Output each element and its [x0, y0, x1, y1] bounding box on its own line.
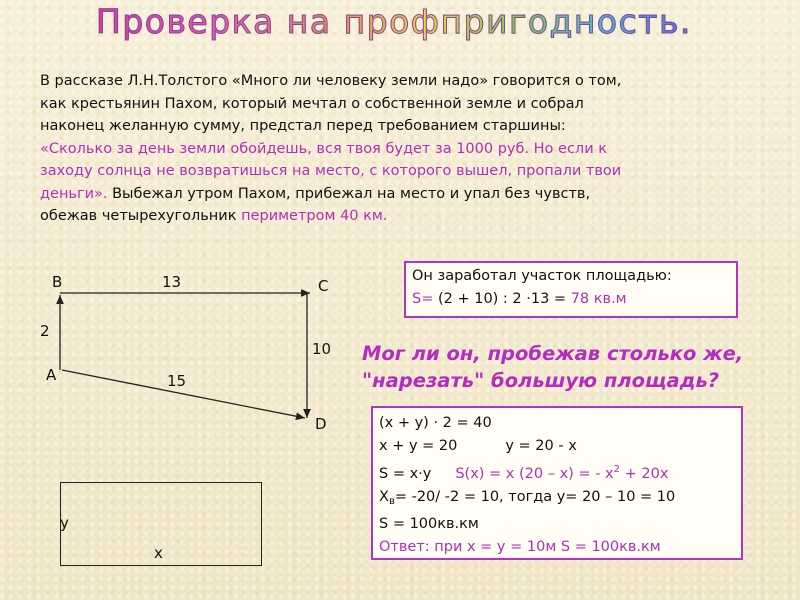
intro-quote-3: деньги».: [40, 185, 108, 202]
solution-line3b: S(x) = x (20 – x) =: [455, 466, 596, 482]
solution-line4c: = -20/ -2 = 10, тогда y= 20 – 10 = 10: [394, 489, 676, 505]
solution-line4-sub: в: [388, 496, 395, 507]
rect-label-y: y: [60, 514, 69, 532]
slide-title: Проверка на профпригодность.: [96, 2, 696, 41]
area-box-formula: [412, 288, 730, 311]
intro-quote-2: заходу солнца не возвратишься на место, с которого вышел, пропали твои: [40, 163, 622, 179]
area-formula-result: 78 кв.м: [570, 291, 627, 307]
solution-line3-exp: 2: [613, 464, 620, 475]
intro-line-2: как крестьянин Пахом, который мечтал о собственной земле и собрал: [40, 95, 584, 112]
intro-line-1: В рассказе Л.Н.Толстого «Много ли человеку земли надо» говорится о том,: [40, 73, 622, 89]
label-b: B: [52, 273, 63, 291]
label-side-ab: 2: [40, 322, 50, 340]
intro-line-7a: обежав четырехугольник: [40, 208, 242, 224]
label-side-cd: 10: [312, 340, 332, 358]
area-formula-s: S=: [412, 291, 438, 307]
solution-line1: (x + y) · 2 = 40: [379, 415, 492, 431]
intro-after-quote: Выбежал утром Пахом, прибежал на место и упал без чувств,: [107, 185, 591, 202]
area-formula-expr: (2 + 10) : 2 ·13 =: [437, 291, 571, 307]
intro-quote-1: «Сколько за день земли обойдешь, вся твоя будет за 1000 руб. Но если к: [40, 140, 607, 157]
solution-line3e: + 20x: [620, 466, 669, 482]
solution-line2b: y = 20 - x: [505, 438, 577, 454]
area-box: [404, 261, 738, 318]
question-line1: Мог ли он, пробежав столько же,: [362, 342, 744, 365]
solution-line4: [379, 486, 735, 513]
rect-label-x: x: [154, 544, 163, 562]
label-side-bc: 13: [162, 273, 182, 291]
solution-line5: S = 100кв.км: [379, 516, 479, 532]
solution-line3: [379, 458, 735, 486]
solution-line3a: S = x·y: [379, 466, 432, 482]
solution-line3c: - x: [595, 466, 614, 482]
area-box-line1: Он заработал участок площадью:: [412, 268, 672, 284]
question-line2: "нарезать" большую площадь?: [362, 369, 720, 392]
label-side-ad: 15: [167, 372, 187, 390]
solution-line4a: X: [379, 489, 389, 505]
solution-line2a: x + y = 20: [379, 438, 458, 454]
label-a: A: [46, 366, 57, 384]
intro-line-3: наконец желанную сумму, предстал перед требованием старшины:: [40, 118, 566, 134]
solution-box: [371, 406, 743, 560]
label-c: C: [318, 277, 329, 295]
question-text: [362, 340, 792, 394]
intro-perimeter: периметром 40 км.: [241, 208, 388, 224]
solution-line2: [379, 435, 735, 458]
solution-answer: Ответ: при x = y = 10м S = 100кв.км: [379, 539, 661, 555]
label-d: D: [315, 415, 327, 433]
